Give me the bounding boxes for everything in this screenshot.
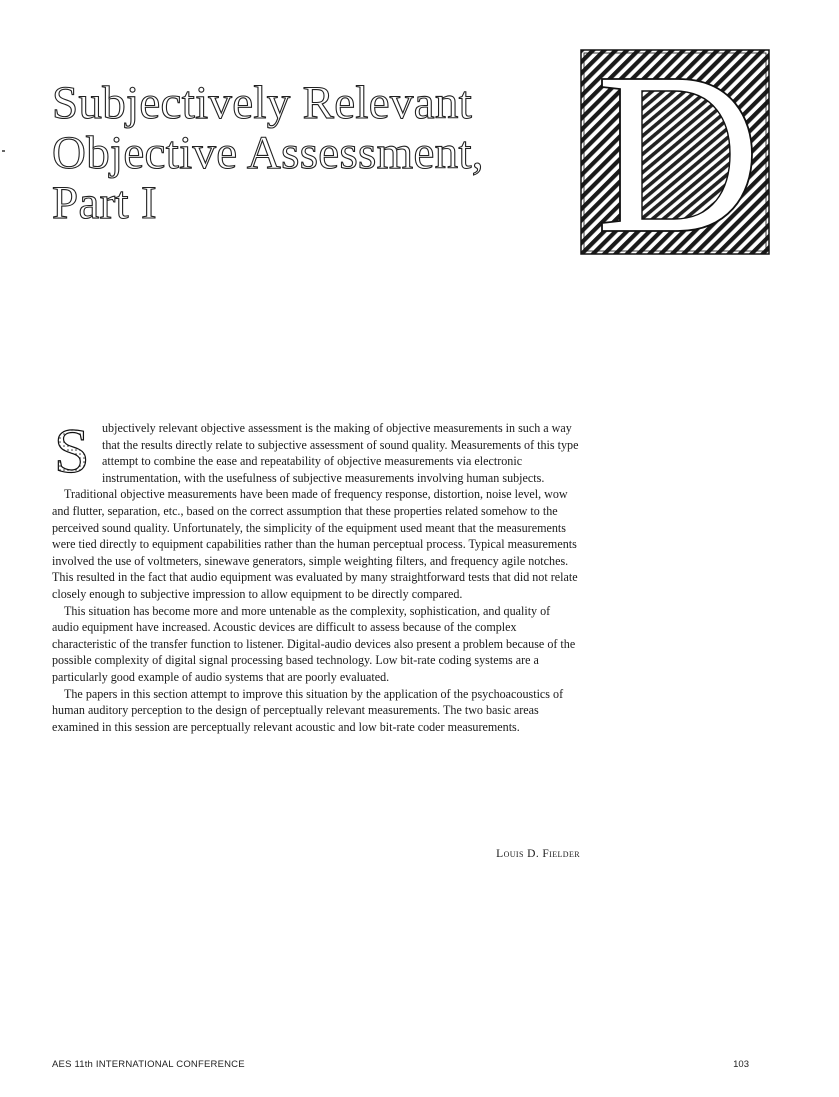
svg-text:S: S [54,420,90,478]
page-title [52,78,572,228]
author-signature: Louis D. Fielder [496,848,580,860]
article-body [52,420,580,735]
decorative-initial-graphic [580,49,770,255]
title-line: Subjectively Relevant [52,77,473,129]
footer-conference: AES 11th INTERNATIONAL CONFERENCE [52,1059,245,1070]
paragraph: Traditional objective measurements have been made of frequency response, distortion, noise level, wow and flutter, separation, etc., based on the correct assumption that these properties related somehow to the perceived sound quality. Unfortunately, the simplicity of the equipment used meant that the measurements were tied directly to equipment capabilities rather than the human perceptual process. Typical measurements involved the use of voltmeters, sinewave generators, simple weighting filters, and frequency agile notches. This resulted in the fact that audio equipment was evaluated by many straightforward tests that did not relate closely enough to subjective impression to allow equipment to be directly compared. [52,487,578,601]
title-line: Objective Assessment, [52,127,484,179]
decorative-initial-box [580,49,770,255]
paragraph-text: ubjectively relevant objective assessment is the making of objective measurements in such a way that the results directly relate to subjective assessment of sound quality. Measurements of this type attempt to combine the ease and repeatability of objective measurements via electronic instrumentation, with the usefulness of subjective measurements involving human subjects. [102,421,579,485]
paragraph: The papers in this section attempt to improve this situation by the application of the psychoacoustics of human auditory perception to the design of perceptually relevant measurements. The two basic areas examined in this session are perceptually relevant acoustic and low bit-rate coder measurements. [52,686,564,734]
margin-mark [2,150,5,152]
paragraph: This situation has become more and more untenable as the complexity, sophistication, and quality of audio equipment have increased. Acoustic devices are difficult to assess because of the complex characteristic of the transfer function to listener. Digital-audio devices also present a problem because of the possible complexity of digital signal processing based technology. Low bit-rate coding systems are a particularly good example of audio systems that are poorly evaluated. [52,603,576,684]
page-number: 103 [733,1059,749,1070]
paragraph [52,420,580,486]
dropcap-letter [50,420,100,478]
title-line: Part I [52,177,157,229]
